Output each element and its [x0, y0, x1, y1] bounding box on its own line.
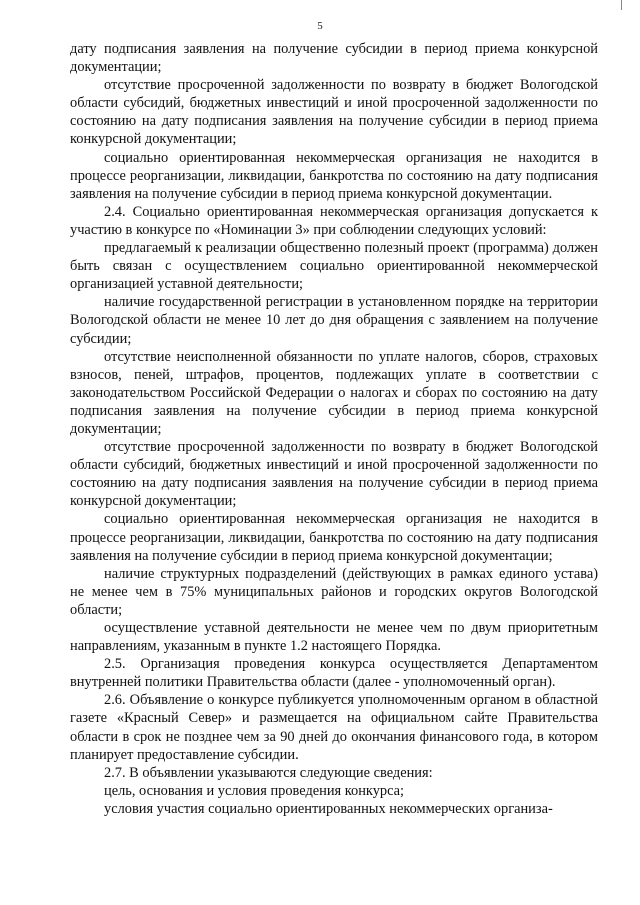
paragraph: отсутствие просроченной задолженности по возврату в бюджет Вологодской области субсидий, бюджетных инвестиций и иной просроченной задолженности по состоянию на дату подписания заявления на получение субсидии в период приема конкурсной документации; [70, 77, 598, 148]
paragraph: 2.4. Социально ориентированная некоммерческая организация допускается к участию в конкурсе по «Номинации 3» при соблюдении следующих условий: [70, 203, 598, 238]
paragraph: социально ориентированная некоммерческая организация не находится в процессе реорганизации, ликвидации, банкротства по состоянию на дату подписания заявления на получение субсидии в период приема конкурсной документации; [70, 511, 598, 564]
paragraph: предлагаемый к реализации общественно полезный проект (программа) должен быть связан с осуществлением социально ориентированной некоммерческой организацией уставной деятельности; [70, 240, 598, 293]
paragraph: 2.7. В объявлении указываются следующие сведения: [104, 764, 433, 781]
paragraph: цель, основания и условия проведения конкурса; [104, 782, 405, 799]
paragraph: дату подписания заявления на получение субсидии в период приема конкурсной документации; [70, 41, 598, 76]
document-body [70, 40, 598, 818]
paragraph: наличие государственной регистрации в установленном порядке на территории Вологодской области не менее 10 лет до дня обращения с заявлением на получение субсидии; [70, 294, 598, 347]
paragraph: 2.6. Объявление о конкурсе публикуется уполномоченным органом в областной газете «Красный Север» и размещается на официальном сайте Правительства области в срок не позднее чем за 90 дней до окончания финансового года, в котором планирует предоставление субсидии. [70, 692, 598, 763]
paragraph: отсутствие просроченной задолженности по возврату в бюджет Вологодской области субсидий, бюджетных инвестиций и иной просроченной задолженности по состоянию на дату подписания заявления на получение субсидии в период приема конкурсной документации; [70, 439, 598, 510]
paragraph: отсутствие неисполненной обязанности по уплате налогов, сборов, страховых взносов, пеней, штрафов, процентов, подлежащих уплате в соответствии с законодательством Российской Федерации о налогах и сборах по состоянию на дату подписания заявления на получение субсидии в период приема конкурсной документации; [70, 348, 598, 437]
scan-corner-mark [621, 0, 622, 10]
paragraph: осуществление уставной деятельности не менее чем по двум приоритетным направлениям, указанным в пункте 1.2 настоящего Порядка. [70, 620, 598, 655]
paragraph: социально ориентированная некоммерческая организация не находится в процессе реорганизации, ликвидации, банкротства по состоянию на дату подписания заявления на получение субсидии в период приема конкурсной документации. [70, 149, 598, 202]
paragraph: условия участия социально ориентированных некоммерческих организа- [104, 800, 553, 817]
paragraph: наличие структурных подразделений (действующих в рамках единого устава) не менее чем в 75% муниципальных районов и городских округов Вологодской области; [70, 565, 598, 618]
page-number: 5 [317, 20, 323, 32]
paragraph: 2.5. Организация проведения конкурса осуществляется Департаментом внутренней политики Правительства области (далее - уполномоченный орган). [70, 656, 598, 691]
